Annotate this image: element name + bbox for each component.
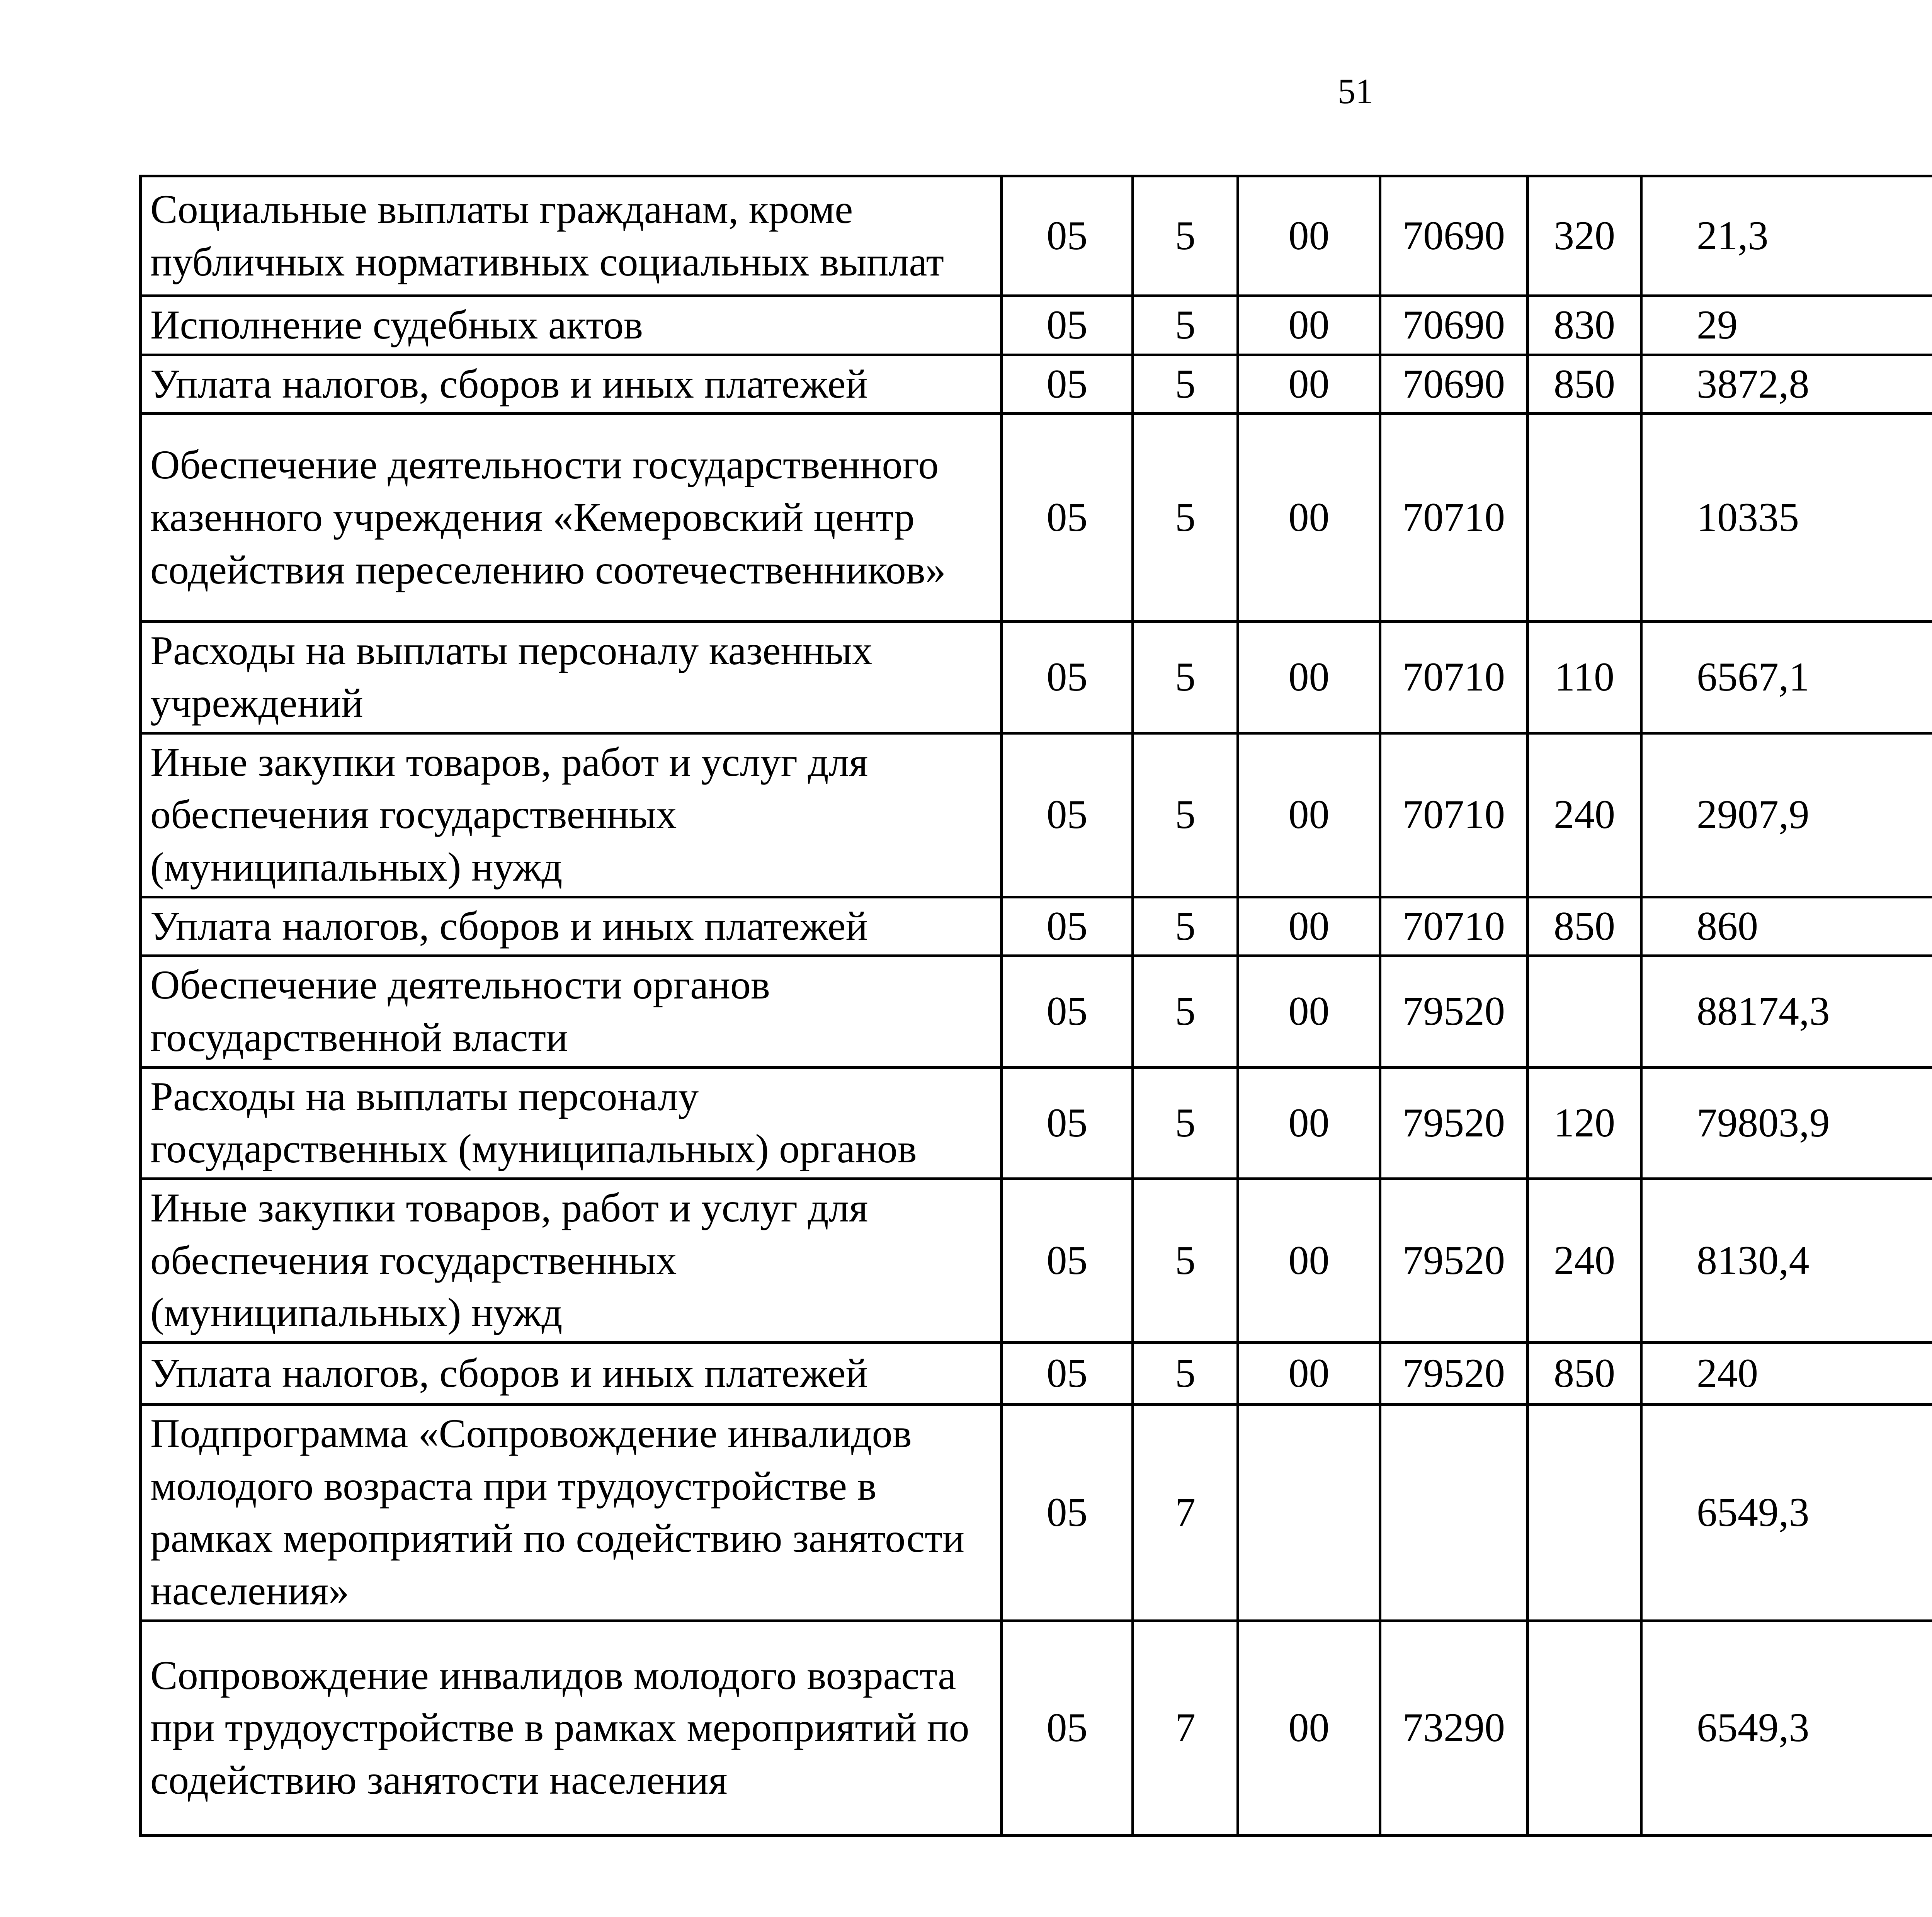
expense-type-cell: 240 [1528, 733, 1641, 897]
target-article-cell: 70690 [1380, 176, 1528, 296]
target-article-cell: 79520 [1380, 1343, 1528, 1405]
expense-type-cell: 850 [1528, 355, 1641, 414]
table-row [141, 956, 1932, 1067]
target-article-cell: 79520 [1380, 1179, 1528, 1343]
table-row [141, 1343, 1932, 1405]
amount-year-1-cell: 10335 [1641, 414, 1932, 622]
program-code-cell: 00 [1238, 1621, 1380, 1835]
expense-type-cell: 850 [1528, 1343, 1641, 1405]
row-name-cell: Иные закупки товаров, работ и услуг для обеспечения государственных (муниципальных) нужд [141, 1179, 1002, 1343]
amount-year-1-cell: 240 [1641, 1343, 1932, 1405]
row-name-cell: Сопровождение инвалидов молодого возраста при трудоустройстве в рамках мероприятий по содействию занятости населения [141, 1621, 1002, 1835]
target-article-cell: 70690 [1380, 355, 1528, 414]
row-name-cell: Обеспечение деятельности органов государственной власти [141, 956, 1002, 1067]
expense-type-cell [1528, 1405, 1641, 1621]
program-code-cell: 00 [1238, 1067, 1380, 1179]
target-article-cell [1380, 1405, 1528, 1621]
section-code-cell: 05 [1002, 414, 1133, 622]
program-code-cell: 00 [1238, 733, 1380, 897]
section-code-cell: 05 [1002, 1067, 1133, 1179]
table-row [141, 897, 1932, 956]
expense-type-cell: 110 [1528, 622, 1641, 733]
amount-year-1-cell: 3872,8 [1641, 355, 1932, 414]
amount-year-1-cell: 21,3 [1641, 176, 1932, 296]
row-name-cell: Уплата налогов, сборов и иных платежей [141, 355, 1002, 414]
section-code-cell: 05 [1002, 733, 1133, 897]
budget-table-body [141, 176, 1932, 1836]
program-code-cell [1238, 1405, 1380, 1621]
amount-year-1-cell: 860 [1641, 897, 1932, 956]
table-row [141, 296, 1932, 355]
section-code-cell: 05 [1002, 956, 1133, 1067]
subsection-code-cell: 5 [1133, 733, 1238, 897]
amount-year-1-cell: 8130,4 [1641, 1179, 1932, 1343]
target-article-cell: 73290 [1380, 1621, 1528, 1835]
program-code-cell: 00 [1238, 1343, 1380, 1405]
section-code-cell: 05 [1002, 1343, 1133, 1405]
table-row [141, 733, 1932, 897]
row-name-cell: Обеспечение деятельности государственного казенного учреждения «Кемеровский центр содействия переселению соотечественников» [141, 414, 1002, 622]
row-name-cell: Иные закупки товаров, работ и услуг для обеспечения государственных (муниципальных) нужд [141, 733, 1002, 897]
table-row [141, 1179, 1932, 1343]
target-article-cell: 70710 [1380, 733, 1528, 897]
expense-type-cell [1528, 956, 1641, 1067]
target-article-cell: 70690 [1380, 296, 1528, 355]
program-code-cell: 00 [1238, 355, 1380, 414]
subsection-code-cell: 5 [1133, 176, 1238, 296]
target-article-cell: 70710 [1380, 622, 1528, 733]
subsection-code-cell: 5 [1133, 1179, 1238, 1343]
subsection-code-cell: 7 [1133, 1621, 1238, 1835]
expense-type-cell: 830 [1528, 296, 1641, 355]
subsection-code-cell: 7 [1133, 1405, 1238, 1621]
amount-year-1-cell: 88174,3 [1641, 956, 1932, 1067]
expense-type-cell [1528, 1621, 1641, 1835]
program-code-cell: 00 [1238, 1179, 1380, 1343]
program-code-cell: 00 [1238, 956, 1380, 1067]
subsection-code-cell: 5 [1133, 956, 1238, 1067]
expense-type-cell: 850 [1528, 897, 1641, 956]
target-article-cell: 79520 [1380, 1067, 1528, 1179]
section-code-cell: 05 [1002, 897, 1133, 956]
expense-type-cell [1528, 414, 1641, 622]
table-row [141, 176, 1932, 296]
expense-type-cell: 240 [1528, 1179, 1641, 1343]
target-article-cell: 70710 [1380, 897, 1528, 956]
amount-year-1-cell: 6567,1 [1641, 622, 1932, 733]
expense-type-cell: 120 [1528, 1067, 1641, 1179]
table-row [141, 355, 1932, 414]
row-name-cell: Уплата налогов, сборов и иных платежей [141, 897, 1002, 956]
section-code-cell: 05 [1002, 355, 1133, 414]
section-code-cell: 05 [1002, 176, 1133, 296]
section-code-cell: 05 [1002, 622, 1133, 733]
amount-year-1-cell: 6549,3 [1641, 1621, 1932, 1835]
amount-year-1-cell: 2907,9 [1641, 733, 1932, 897]
amount-year-1-cell: 79803,9 [1641, 1067, 1932, 1179]
table-row [141, 414, 1932, 622]
page-number: 51 [1338, 71, 1373, 111]
section-code-cell: 05 [1002, 1405, 1133, 1621]
row-name-cell: Исполнение судебных актов [141, 296, 1002, 355]
subsection-code-cell: 5 [1133, 1067, 1238, 1179]
amount-year-1-cell: 6549,3 [1641, 1405, 1932, 1621]
amount-year-1-cell: 29 [1641, 296, 1932, 355]
program-code-cell: 00 [1238, 414, 1380, 622]
subsection-code-cell: 5 [1133, 897, 1238, 956]
budget-table [139, 175, 1932, 1837]
subsection-code-cell: 5 [1133, 296, 1238, 355]
section-code-cell: 05 [1002, 296, 1133, 355]
row-name-cell: Уплата налогов, сборов и иных платежей [141, 1343, 1002, 1405]
subsection-code-cell: 5 [1133, 622, 1238, 733]
subsection-code-cell: 5 [1133, 1343, 1238, 1405]
program-code-cell: 00 [1238, 622, 1380, 733]
subsection-code-cell: 5 [1133, 414, 1238, 622]
section-code-cell: 05 [1002, 1621, 1133, 1835]
program-code-cell: 00 [1238, 296, 1380, 355]
program-code-cell: 00 [1238, 176, 1380, 296]
row-name-cell: Социальные выплаты гражданам, кроме публичных нормативных социальных выплат [141, 176, 1002, 296]
table-row [141, 1621, 1932, 1835]
row-name-cell: Расходы на выплаты персоналу государственных (муниципальных) органов [141, 1067, 1002, 1179]
subsection-code-cell: 5 [1133, 355, 1238, 414]
table-row [141, 1067, 1932, 1179]
program-code-cell: 00 [1238, 897, 1380, 956]
row-name-cell: Расходы на выплаты персоналу казенных учреждений [141, 622, 1002, 733]
target-article-cell: 70710 [1380, 414, 1528, 622]
row-name-cell: Подпрограмма «Сопровождение инвалидов молодого возраста при трудоустройстве в рамках мероприятий по содействию занятости населения» [141, 1405, 1002, 1621]
section-code-cell: 05 [1002, 1179, 1133, 1343]
target-article-cell: 79520 [1380, 956, 1528, 1067]
table-row [141, 1405, 1932, 1621]
table-row [141, 622, 1932, 733]
expense-type-cell: 320 [1528, 176, 1641, 296]
